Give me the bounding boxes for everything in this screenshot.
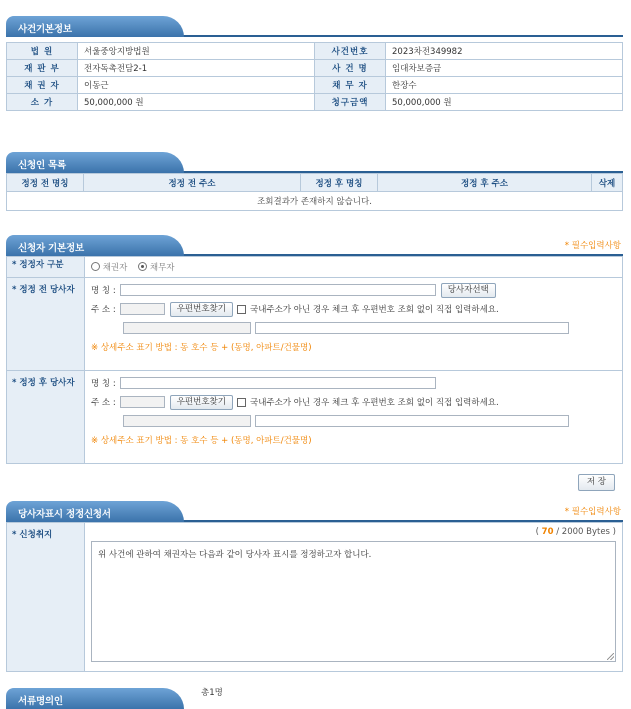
case-name-value: 임대차보증금 — [386, 60, 623, 77]
case-name-label: 사 건 명 — [315, 60, 386, 77]
required-note: * 필수입력사항 — [564, 241, 621, 251]
byte-total: / 2000 Bytes ) — [556, 527, 616, 537]
before-address-main-input[interactable] — [123, 322, 251, 334]
save-button[interactable]: 저 장 — [578, 474, 615, 491]
applicant-list-header — [7, 174, 623, 192]
reason-row — [7, 523, 623, 672]
debtor-label: 채 무 자 — [315, 77, 386, 94]
before-name-input[interactable] — [120, 284, 436, 296]
case-info-row-parties — [7, 77, 623, 94]
reason-text: 위 사건에 관하여 채권자는 다음과 같이 당사자 표시를 정정하고자 합니다. — [98, 550, 372, 560]
case-info-row-division — [7, 60, 623, 77]
before-overseas-text: 국내주소가 아닌 경우 체크 후 우편번호 조회 없이 직접 입력하세요. — [249, 305, 499, 315]
after-address-main-input[interactable] — [123, 415, 251, 427]
claim-amount-value: 50,000,000 원 — [386, 94, 623, 111]
total-count: 총1명 — [201, 688, 223, 698]
applicant-list-title: 신청인 목록 — [6, 152, 184, 173]
byte-count: 70 — [541, 527, 554, 537]
party-type-row — [7, 257, 623, 278]
empty-message: 조회결과가 존재하지 않습니다. — [7, 192, 623, 211]
document-owner-section — [6, 686, 623, 707]
debtor-radio[interactable] — [138, 262, 147, 271]
applicant-list-table — [6, 173, 623, 211]
after-address-detail-input[interactable] — [255, 415, 569, 427]
division-value: 전자독촉전담2-1 — [78, 60, 315, 77]
creditor-radio[interactable] — [91, 262, 100, 271]
after-party-cell — [85, 371, 623, 464]
applicant-list-tabbar — [6, 150, 623, 173]
case-info-row-amount — [7, 94, 623, 111]
before-zip-search-button[interactable]: 우편번호찾기 — [170, 302, 233, 317]
creditor-value: 이동근 — [78, 77, 315, 94]
before-address-label: 주 소 : — [91, 305, 116, 315]
before-party-row — [7, 278, 623, 371]
case-info-tabbar — [6, 14, 623, 37]
col-after-address: 정정 후 주소 — [378, 174, 592, 192]
correction-request-title: 당사자표시 정정신청서 — [6, 501, 184, 522]
before-address-note: ※ 상세주소 표기 방법 : 동 호수 등 + (동명, 아파트/건물명) — [91, 343, 312, 353]
after-zip-search-button[interactable]: 우편번호찾기 — [170, 395, 233, 410]
correction-request-table — [6, 522, 623, 672]
reason-cell — [85, 523, 623, 672]
after-address-note: ※ 상세주소 표기 방법 : 동 호수 등 + (동명, 아파트/건물명) — [91, 436, 312, 446]
before-zip-input[interactable] — [120, 303, 165, 315]
party-select-button[interactable]: 당사자선택 — [441, 283, 496, 298]
applicant-basic-section — [6, 233, 623, 491]
after-overseas-text: 국내주소가 아닌 경우 체크 후 우편번호 조회 없이 직접 입력하세요. — [249, 398, 499, 408]
claim-value-value: 50,000,000 원 — [78, 94, 315, 111]
creditor-option-label: 채권자 — [102, 263, 128, 273]
col-after-name: 정정 후 명칭 — [301, 174, 378, 192]
claim-amount-label: 청구금액 — [315, 94, 386, 111]
byte-open: ( — [535, 527, 539, 537]
applicant-basic-title: 신청자 기본정보 — [6, 235, 184, 256]
after-name-label: 명 칭 : — [91, 379, 116, 389]
case-number-value: 2023차전349982 — [386, 43, 623, 60]
before-address-detail-input[interactable] — [255, 322, 569, 334]
col-delete: 삭제 — [592, 174, 623, 192]
document-owner-title: 서류명의인 — [6, 688, 184, 709]
after-name-input[interactable] — [120, 377, 436, 389]
party-type-cell — [85, 257, 623, 278]
case-info-table — [6, 42, 623, 111]
applicant-basic-tabbar — [6, 233, 623, 256]
applicant-basic-table — [6, 256, 623, 464]
reason-textarea[interactable] — [91, 541, 616, 662]
court-label: 법 원 — [7, 43, 78, 60]
col-before-address: 정정 전 주소 — [84, 174, 301, 192]
after-overseas-checkbox[interactable] — [237, 398, 246, 407]
resize-grip-icon[interactable] — [607, 653, 614, 660]
byte-counter — [91, 527, 616, 539]
case-info-section — [6, 14, 623, 111]
save-button-wrap — [6, 474, 623, 491]
correction-request-section — [6, 499, 623, 672]
claim-value-label: 소 가 — [7, 94, 78, 111]
party-type-label: * 정정자 구분 — [7, 257, 85, 278]
reason-label: * 신청취지 — [7, 523, 85, 672]
col-before-name: 정정 전 명칭 — [7, 174, 84, 192]
debtor-option-label: 채무자 — [149, 263, 175, 273]
before-name-label: 명 칭 : — [91, 286, 116, 296]
case-info-title: 사건기본정보 — [6, 16, 184, 37]
after-zip-input[interactable] — [120, 396, 165, 408]
before-overseas-checkbox[interactable] — [237, 305, 246, 314]
after-party-label: * 정정 후 당사자 — [7, 371, 85, 464]
after-party-row — [7, 371, 623, 464]
before-party-cell — [85, 278, 623, 371]
empty-row — [7, 192, 623, 211]
court-value: 서울중앙지방법원 — [78, 43, 315, 60]
correction-request-tabbar — [6, 499, 623, 522]
before-party-label: * 정정 전 당사자 — [7, 278, 85, 371]
debtor-value: 한장수 — [386, 77, 623, 94]
correction-required-note: * 필수입력사항 — [564, 507, 621, 517]
case-info-row-court — [7, 43, 623, 60]
after-address-label: 주 소 : — [91, 398, 116, 408]
division-label: 재 판 부 — [7, 60, 78, 77]
creditor-label: 채 권 자 — [7, 77, 78, 94]
applicant-list-section — [6, 150, 623, 211]
case-number-label: 사건번호 — [315, 43, 386, 60]
